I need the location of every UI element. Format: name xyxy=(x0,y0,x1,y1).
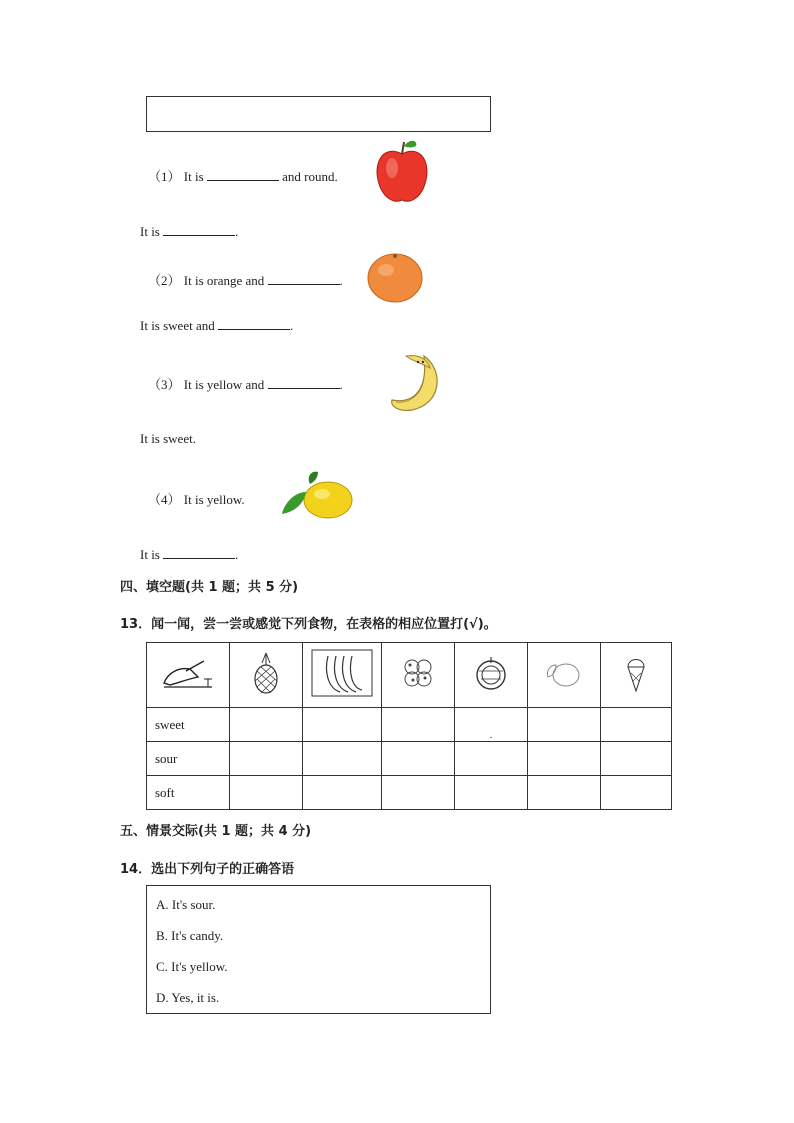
candy-icon xyxy=(382,643,455,708)
section-4-heading: 四、填空题(共 1 题；共 5 分) xyxy=(120,580,299,595)
item-1-text: It is xyxy=(183,169,204,184)
cell-soft-ice-cream[interactable] xyxy=(601,776,672,810)
table-header-row xyxy=(147,643,672,708)
cell-soft-candy[interactable] xyxy=(382,776,455,810)
cell-sweet-banana[interactable] xyxy=(303,708,382,742)
lemon-image xyxy=(280,470,354,520)
options-box xyxy=(146,885,491,1014)
word-bank-box xyxy=(146,96,491,132)
cell-sweet-lemon[interactable] xyxy=(528,708,601,742)
cell-sweet-ice-cream[interactable] xyxy=(601,708,672,742)
item-4-text: It is yellow. xyxy=(183,492,245,507)
cell-sweet-pineapple[interactable] xyxy=(230,708,303,742)
option-a[interactable]: A. It's sour. xyxy=(156,897,216,912)
item-2-number: （2） xyxy=(148,273,181,288)
item-1-text-after: and round. xyxy=(282,169,338,184)
item-3-text-after: . xyxy=(339,377,343,392)
cell-sour-pineapple[interactable] xyxy=(230,742,303,776)
option-b[interactable]: B. It's candy. xyxy=(156,928,224,943)
cell-sweet-cake[interactable] xyxy=(455,708,528,742)
item-2-blank-2[interactable] xyxy=(218,317,290,330)
item-3-line-1 xyxy=(148,374,343,393)
food-table xyxy=(146,642,672,810)
item-4-line-2 xyxy=(140,546,238,563)
item-3-line-2-text: It is sweet. xyxy=(140,431,196,446)
table-row-soft xyxy=(147,776,672,810)
pineapple-icon xyxy=(230,643,303,708)
table-row-sweet xyxy=(147,708,672,742)
item-1-line-2-end: . xyxy=(235,224,239,239)
item-2-blank-1[interactable] xyxy=(268,272,340,285)
item-4-line-2-text: It is xyxy=(140,547,160,562)
stray-mark: . xyxy=(489,730,493,741)
item-4-line-2-end: . xyxy=(235,547,239,562)
item-4-number: （4） xyxy=(148,492,181,507)
question-13-prompt: 13．闻一闻，尝一尝或感觉下列食物，在表格的相应位置打(√)。 xyxy=(120,617,497,632)
section-5-heading: 五、情景交际(共 1 题；共 4 分) xyxy=(120,824,312,839)
cell-sour-ice-cream[interactable] xyxy=(601,742,672,776)
item-3-text: It is yellow and xyxy=(183,377,265,392)
hand-writing-icon xyxy=(147,643,230,708)
cell-sour-lemon[interactable] xyxy=(528,742,601,776)
row-label-sweet: sweet xyxy=(147,708,230,742)
item-2-text: It is orange and xyxy=(183,273,265,288)
item-3-number: （3） xyxy=(148,377,181,392)
cell-soft-banana[interactable] xyxy=(303,776,382,810)
item-1-blank-2[interactable] xyxy=(163,223,235,236)
item-4-line-1 xyxy=(148,489,245,508)
cell-sweet-candy[interactable] xyxy=(382,708,455,742)
option-c[interactable]: C. It's yellow. xyxy=(156,959,228,974)
item-1-line-2-text: It is xyxy=(140,224,160,239)
banana-image xyxy=(384,350,444,414)
item-3-line-2 xyxy=(140,431,196,447)
ice-cream-icon xyxy=(601,643,672,708)
cell-sour-cake[interactable] xyxy=(455,742,528,776)
question-14-prompt: 14．选出下列句子的正确答语 xyxy=(120,862,295,877)
item-2-text-after: . xyxy=(339,273,343,288)
row-label-soft: soft xyxy=(147,776,230,810)
table-row-sour xyxy=(147,742,672,776)
banana-icon xyxy=(303,643,382,708)
item-2-line-2-text: It is sweet and xyxy=(140,318,215,333)
item-1-line-1 xyxy=(148,166,338,185)
cell-soft-cake[interactable] xyxy=(455,776,528,810)
cell-soft-pineapple[interactable] xyxy=(230,776,303,810)
item-2-line-2-end: . xyxy=(289,318,294,333)
item-3-blank-1[interactable] xyxy=(268,376,340,389)
item-2-line-2 xyxy=(140,317,293,334)
lemon-icon xyxy=(528,643,601,708)
orange-image xyxy=(366,250,424,304)
option-d[interactable]: D. Yes, it is. xyxy=(156,990,220,1005)
item-1-line-2 xyxy=(140,223,238,240)
cell-soft-lemon[interactable] xyxy=(528,776,601,810)
cell-sour-banana[interactable] xyxy=(303,742,382,776)
item-1-blank-1[interactable] xyxy=(207,168,279,181)
item-2-line-1 xyxy=(148,270,343,289)
item-1-number: （1） xyxy=(148,169,181,184)
cake-icon xyxy=(455,643,528,708)
apple-image xyxy=(372,138,432,206)
item-4-blank-1[interactable] xyxy=(163,546,235,559)
row-label-sour: sour xyxy=(147,742,230,776)
cell-sour-candy[interactable] xyxy=(382,742,455,776)
